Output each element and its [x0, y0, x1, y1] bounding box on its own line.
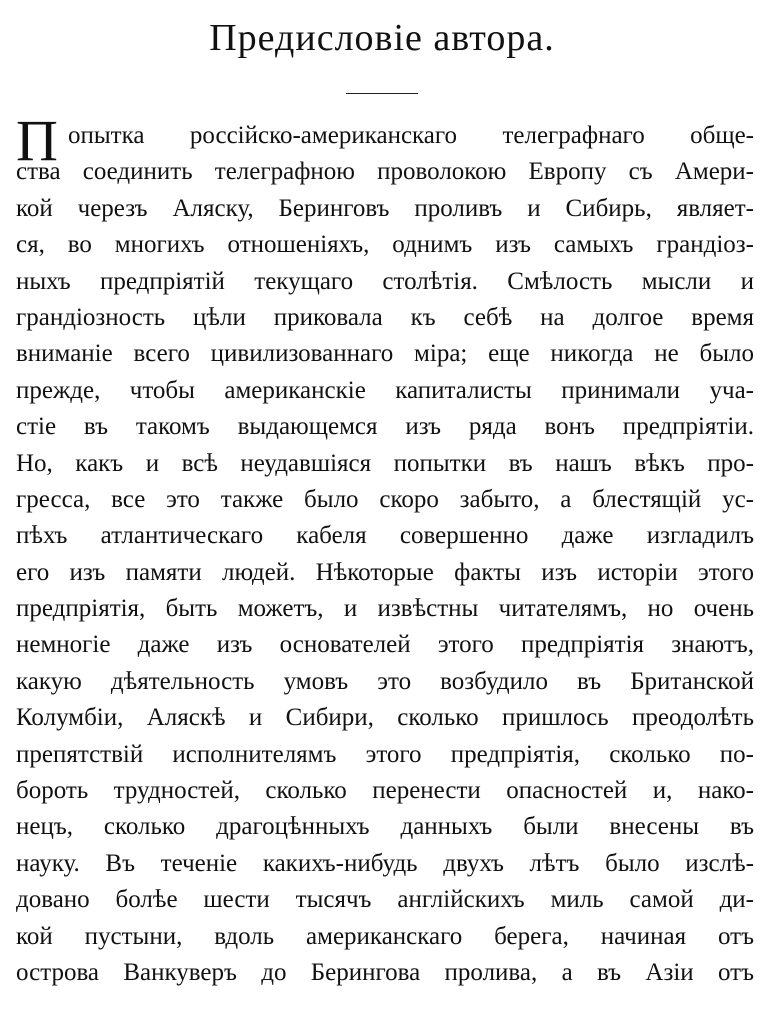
text-line: ся, во многихъ отношеніяхъ, однимъ изъ самыхъ грандіоз- — [16, 231, 754, 259]
text-line: острова Ванкуверъ до Берингова пролива, а въ Азіи отъ — [16, 958, 754, 986]
text-line: гресса, все это также было скоро забыто, а блестящій ус- — [16, 485, 754, 513]
text-line: стіе въ такомъ выдающемся изъ ряда вонъ предпріятіи. — [16, 413, 754, 441]
text-line: препятствій исполнителямъ этого предпріятія, сколько по- — [16, 740, 754, 768]
text-line: ныхъ предпріятій текущаго столѣтія. Смѣлость мысли и — [16, 267, 754, 295]
text-line: ства соединить телеграфною проволокою Европу съ Амери- — [16, 158, 754, 186]
text-line: какую дѣятельность умовъ это возбудило въ Британской — [16, 667, 754, 695]
preface-paragraph — [16, 108, 754, 991]
text-line: грандіозность цѣли приковала къ себѣ на долгое время — [16, 303, 754, 331]
drop-cap: П — [16, 108, 58, 173]
text-line: довано болѣе шести тысячъ англійскихъ миль самой ди- — [16, 886, 754, 914]
text-line: пѣхъ атлантическаго кабеля совершенно даже изгладилъ — [16, 522, 754, 550]
text-line: Колумбіи, Аляскѣ и Сибири, сколько пришлось преодолѣть — [16, 704, 754, 732]
text-line: кой пустыни, вдоль американскаго берега, начиная отъ — [16, 922, 754, 950]
text-line: его изъ памяти людей. Нѣкоторые факты изъ исторіи этого — [16, 558, 754, 586]
text-line: Но, какъ и всѣ неудавшіяся попытки въ нашъ вѣкъ про- — [16, 449, 754, 477]
text-line: опытка россійско-американскаго телеграфнаго обще- — [68, 122, 754, 149]
text-line: прежде, чтобы американскіе капиталисты принимали уча- — [16, 376, 754, 404]
text-line: нецъ, сколько драгоцѣнныхъ данныхъ были внесены въ — [16, 813, 754, 841]
page-title: Предисловіе автора. — [209, 17, 555, 59]
text-line: науку. Въ теченіе какихъ-нибудь двухъ лѣтъ было изслѣ- — [16, 849, 754, 877]
text-line: кой черезъ Аляску, Беринговъ проливъ и Сибирь, являет- — [16, 194, 754, 222]
text-line: предпріятія, быть можетъ, и извѣстны читателямъ, но очень — [16, 595, 754, 623]
text-line: бороть трудностей, сколько перенести опасностей и, нако- — [16, 777, 754, 805]
text-line: немногіе даже изъ основателей этого предпріятія знаютъ, — [16, 631, 754, 659]
title-divider — [346, 93, 418, 94]
text-line: вниманіе всего цивилизованнаго міра; еще никогда не было — [16, 340, 754, 368]
